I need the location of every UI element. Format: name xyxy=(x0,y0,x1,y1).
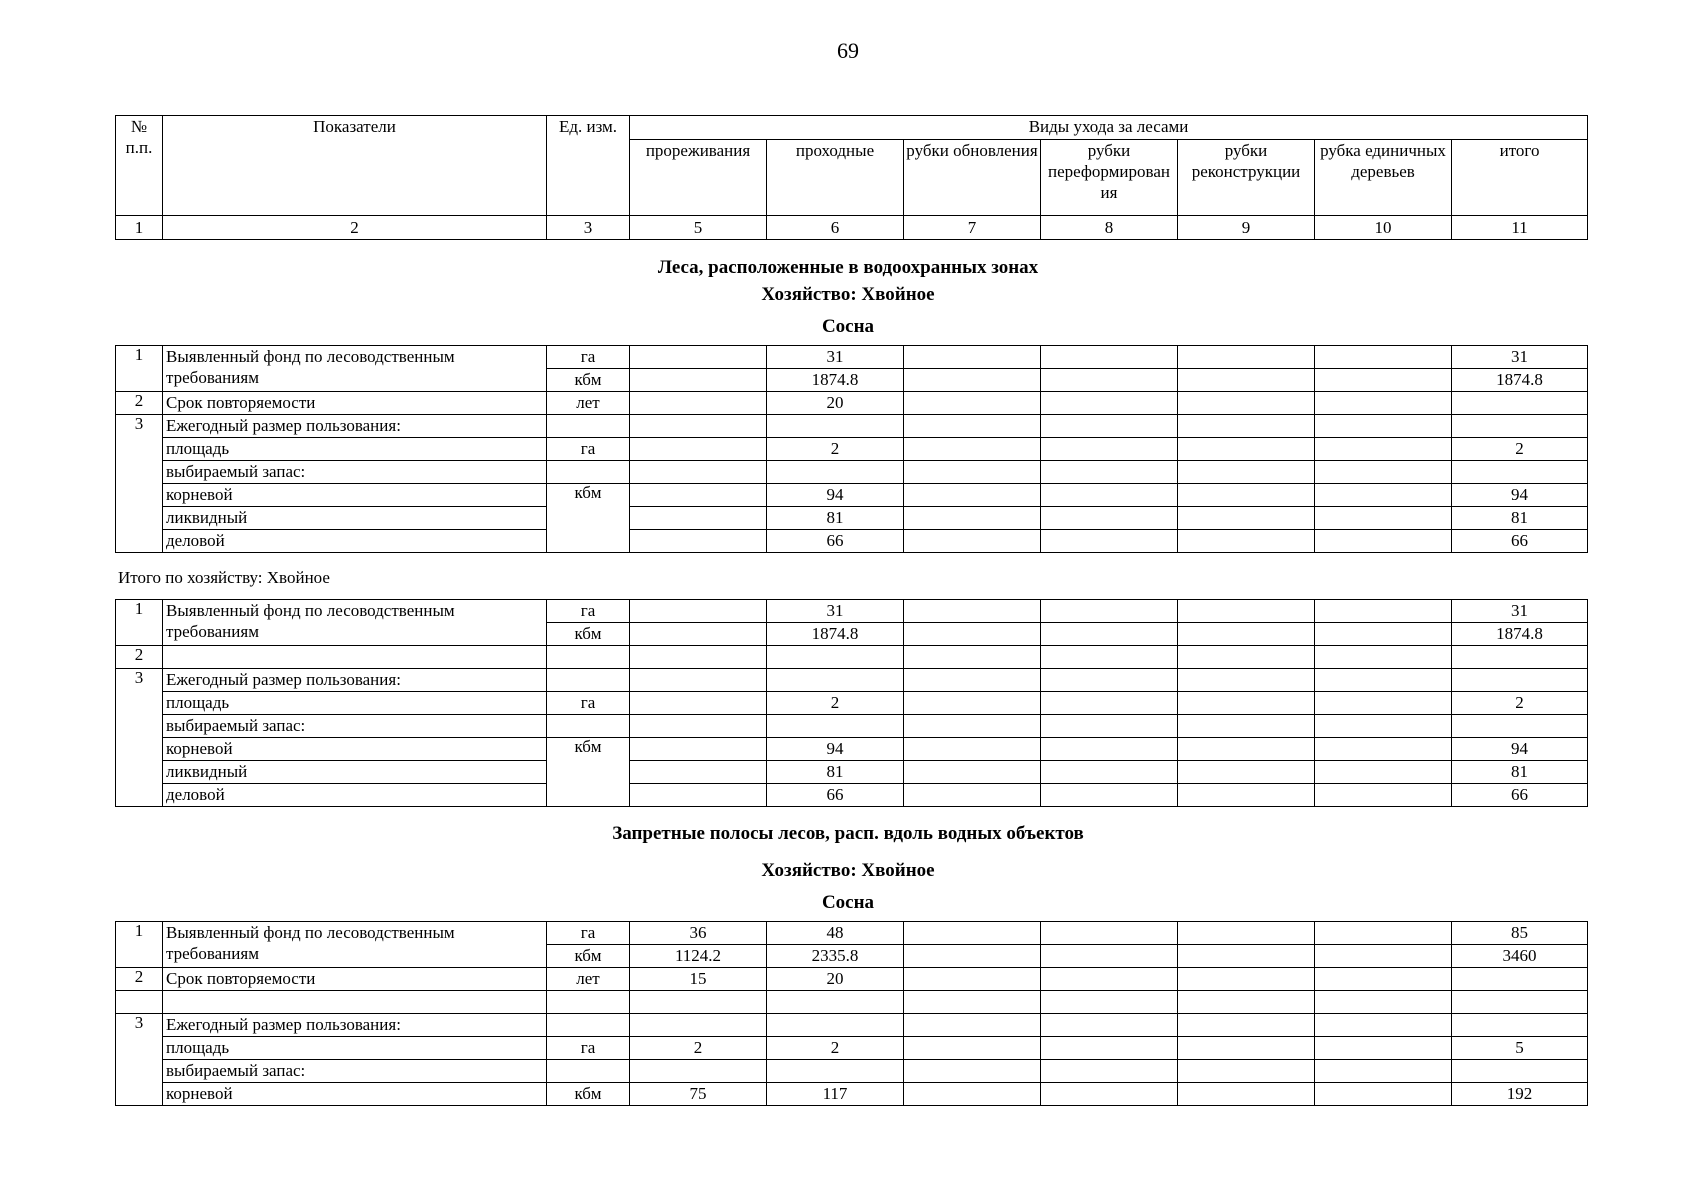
indicator-label: Выявленный фонд по лесоводственным требованиям xyxy=(163,922,547,968)
value-cell xyxy=(904,669,1041,692)
value-cell xyxy=(630,784,767,807)
value-cell: 66 xyxy=(1452,784,1588,807)
indicator-label xyxy=(163,991,547,1014)
value-cell xyxy=(1315,669,1452,692)
unit-cell: га xyxy=(547,692,630,715)
value-cell xyxy=(630,507,767,530)
value-cell xyxy=(1178,369,1315,392)
table-row xyxy=(116,669,1588,692)
data-table xyxy=(115,599,1588,807)
value-cell: 2 xyxy=(1452,438,1588,461)
unit-cell: га xyxy=(547,600,630,623)
col-number: 2 xyxy=(163,216,547,240)
value-cell xyxy=(904,392,1041,415)
value-cell: 2335.8 xyxy=(767,945,904,968)
unit-cell: га xyxy=(547,1037,630,1060)
value-cell xyxy=(1041,715,1178,738)
value-cell xyxy=(630,392,767,415)
value-cell xyxy=(767,1060,904,1083)
value-cell: 31 xyxy=(767,600,904,623)
value-cell xyxy=(1041,369,1178,392)
value-cell xyxy=(630,369,767,392)
value-cell xyxy=(1452,392,1588,415)
value-cell xyxy=(1315,761,1452,784)
value-cell xyxy=(1315,392,1452,415)
unit-cell: кбм xyxy=(547,484,630,553)
value-cell xyxy=(904,1014,1041,1037)
value-cell xyxy=(1178,1014,1315,1037)
value-cell xyxy=(1315,1037,1452,1060)
species-heading: Сосна xyxy=(821,316,875,337)
value-cell xyxy=(1315,461,1452,484)
indicator-label: корневой xyxy=(163,1083,547,1106)
table-body xyxy=(116,922,1588,1106)
header-indicators: Показатели xyxy=(163,116,547,216)
value-cell xyxy=(1315,438,1452,461)
value-cell xyxy=(1178,415,1315,438)
indicator-label: выбираемый запас: xyxy=(163,1060,547,1083)
value-cell xyxy=(904,600,1041,623)
value-cell xyxy=(1041,968,1178,991)
value-cell: 2 xyxy=(767,1037,904,1060)
value-cell xyxy=(1041,669,1178,692)
value-cell xyxy=(1041,623,1178,646)
value-cell xyxy=(1041,646,1178,669)
table-row xyxy=(116,530,1588,553)
value-cell xyxy=(1178,991,1315,1014)
value-cell xyxy=(1452,646,1588,669)
value-cell xyxy=(904,1083,1041,1106)
value-cell: 1874.8 xyxy=(1452,369,1588,392)
unit-cell: кбм xyxy=(547,369,630,392)
value-cell xyxy=(904,438,1041,461)
value-cell xyxy=(767,646,904,669)
value-cell: 81 xyxy=(1452,507,1588,530)
unit-cell: га xyxy=(547,922,630,945)
value-cell xyxy=(1178,646,1315,669)
value-cell: 66 xyxy=(767,530,904,553)
value-cell xyxy=(630,438,767,461)
value-cell xyxy=(1315,968,1452,991)
value-cell xyxy=(630,646,767,669)
value-cell xyxy=(1178,945,1315,968)
value-cell xyxy=(630,669,767,692)
indicator-label: корневой xyxy=(163,738,547,761)
value-cell xyxy=(1178,738,1315,761)
unit-cell xyxy=(547,991,630,1014)
value-cell xyxy=(1178,761,1315,784)
col-number: 11 xyxy=(1452,216,1588,240)
value-cell: 81 xyxy=(1452,761,1588,784)
value-cell xyxy=(1452,461,1588,484)
value-cell xyxy=(1178,346,1315,369)
value-cell xyxy=(1178,1037,1315,1060)
col-number: 7 xyxy=(904,216,1041,240)
col-number: 3 xyxy=(547,216,630,240)
table-row xyxy=(116,484,1588,507)
value-cell: 20 xyxy=(767,392,904,415)
value-cell xyxy=(1041,600,1178,623)
value-cell xyxy=(904,968,1041,991)
table-row xyxy=(116,646,1588,669)
value-cell xyxy=(1315,945,1452,968)
indicator-label: деловой xyxy=(163,530,547,553)
data-table xyxy=(115,921,1588,1106)
header-num: № п.п. xyxy=(116,116,163,216)
row-number: 2 xyxy=(116,968,163,991)
header-unit: Ед. изм. xyxy=(547,116,630,216)
value-cell xyxy=(630,415,767,438)
indicator-label: площадь xyxy=(163,1037,547,1060)
species-heading: Сосна xyxy=(821,892,875,913)
table-body xyxy=(116,600,1588,807)
value-cell: 1874.8 xyxy=(767,369,904,392)
value-cell: 75 xyxy=(630,1083,767,1106)
value-cell xyxy=(1041,784,1178,807)
value-cell xyxy=(767,669,904,692)
value-cell xyxy=(1452,415,1588,438)
value-cell xyxy=(904,415,1041,438)
value-cell: 1874.8 xyxy=(1452,623,1588,646)
col-number: 1 xyxy=(116,216,163,240)
unit-cell: кбм xyxy=(547,945,630,968)
value-cell xyxy=(767,1014,904,1037)
section-title: Запретные полосы лесов, расп. вдоль водных объектов xyxy=(612,823,1084,844)
value-cell xyxy=(630,600,767,623)
table-row xyxy=(116,1014,1588,1037)
indicator-label: выбираемый запас: xyxy=(163,715,547,738)
unit-cell: лет xyxy=(547,392,630,415)
value-cell xyxy=(904,346,1041,369)
value-cell xyxy=(1452,1014,1588,1037)
value-cell xyxy=(767,415,904,438)
unit-cell xyxy=(547,646,630,669)
value-cell xyxy=(1178,438,1315,461)
value-cell xyxy=(767,461,904,484)
value-cell xyxy=(904,369,1041,392)
table-row xyxy=(116,1037,1588,1060)
value-cell xyxy=(904,761,1041,784)
value-cell: 2 xyxy=(767,692,904,715)
value-cell xyxy=(1041,692,1178,715)
value-cell xyxy=(1041,738,1178,761)
indicator-label: Выявленный фонд по лесоводственным требованиям xyxy=(163,600,547,646)
unit-cell: кбм xyxy=(547,623,630,646)
unit-cell xyxy=(547,669,630,692)
value-cell: 15 xyxy=(630,968,767,991)
value-cell xyxy=(1178,715,1315,738)
table-row xyxy=(116,991,1588,1014)
value-cell xyxy=(1041,1083,1178,1106)
value-cell: 85 xyxy=(1452,922,1588,945)
value-cell xyxy=(1315,1014,1452,1037)
farm-heading: Хозяйство: Хвойное xyxy=(761,284,935,305)
unit-cell xyxy=(547,715,630,738)
col-number: 6 xyxy=(767,216,904,240)
table-row xyxy=(116,415,1588,438)
value-cell: 1874.8 xyxy=(767,623,904,646)
value-cell xyxy=(1178,530,1315,553)
value-cell xyxy=(1041,438,1178,461)
col-number: 10 xyxy=(1315,216,1452,240)
value-cell xyxy=(1315,646,1452,669)
value-cell xyxy=(1315,715,1452,738)
value-cell xyxy=(630,715,767,738)
value-cell xyxy=(1452,968,1588,991)
value-cell xyxy=(904,715,1041,738)
value-cell: 66 xyxy=(1452,530,1588,553)
header-col-total: итого xyxy=(1452,140,1588,216)
value-cell xyxy=(1452,1060,1588,1083)
unit-cell: га xyxy=(547,346,630,369)
value-cell xyxy=(1178,600,1315,623)
indicator-label: Срок повторяемости xyxy=(163,392,547,415)
value-cell xyxy=(904,1060,1041,1083)
value-cell xyxy=(1315,1060,1452,1083)
header-col-thinning: прореживания xyxy=(630,140,767,216)
value-cell xyxy=(904,991,1041,1014)
value-cell xyxy=(630,623,767,646)
indicator-label: Ежегодный размер пользования: xyxy=(163,669,547,692)
value-cell xyxy=(1178,1060,1315,1083)
unit-cell xyxy=(547,461,630,484)
value-cell xyxy=(904,784,1041,807)
value-cell xyxy=(1315,623,1452,646)
value-cell xyxy=(1041,1014,1178,1037)
table-row xyxy=(116,1060,1588,1083)
table-row xyxy=(116,438,1588,461)
value-cell xyxy=(904,646,1041,669)
value-cell xyxy=(904,507,1041,530)
value-cell: 117 xyxy=(767,1083,904,1106)
indicator-label: Ежегодный размер пользования: xyxy=(163,415,547,438)
table-row xyxy=(116,392,1588,415)
value-cell xyxy=(1041,461,1178,484)
value-cell xyxy=(630,1060,767,1083)
row-number: 2 xyxy=(116,646,163,669)
value-cell xyxy=(1041,991,1178,1014)
value-cell xyxy=(1041,484,1178,507)
value-cell xyxy=(1315,369,1452,392)
table-row xyxy=(116,784,1588,807)
indicator-label: деловой xyxy=(163,784,547,807)
value-cell xyxy=(1041,507,1178,530)
value-cell: 81 xyxy=(767,761,904,784)
row-number: 1 xyxy=(116,922,163,968)
value-cell: 94 xyxy=(1452,484,1588,507)
value-cell xyxy=(1315,784,1452,807)
value-cell xyxy=(904,484,1041,507)
value-cell: 2 xyxy=(630,1037,767,1060)
value-cell xyxy=(1315,1083,1452,1106)
value-cell xyxy=(1178,968,1315,991)
value-cell xyxy=(630,461,767,484)
value-cell xyxy=(1315,415,1452,438)
value-cell xyxy=(1178,461,1315,484)
value-cell xyxy=(1041,761,1178,784)
value-cell xyxy=(1315,738,1452,761)
value-cell xyxy=(904,738,1041,761)
row-number: 3 xyxy=(116,415,163,553)
col-number: 5 xyxy=(630,216,767,240)
value-cell xyxy=(1178,1083,1315,1106)
value-cell xyxy=(1315,507,1452,530)
value-cell xyxy=(904,922,1041,945)
value-cell xyxy=(1041,530,1178,553)
value-cell xyxy=(1178,669,1315,692)
value-cell xyxy=(1041,1060,1178,1083)
value-cell xyxy=(1041,1037,1178,1060)
value-cell xyxy=(1452,715,1588,738)
value-cell xyxy=(1178,484,1315,507)
row-number: 3 xyxy=(116,1014,163,1106)
unit-cell: лет xyxy=(547,968,630,991)
value-cell xyxy=(1178,507,1315,530)
indicator-label: площадь xyxy=(163,438,547,461)
value-cell xyxy=(1178,784,1315,807)
header-col-renewal: рубки обновления xyxy=(904,140,1041,216)
value-cell xyxy=(904,461,1041,484)
value-cell xyxy=(630,346,767,369)
value-cell: 5 xyxy=(1452,1037,1588,1060)
data-table xyxy=(115,345,1588,553)
value-cell xyxy=(630,991,767,1014)
value-cell: 1124.2 xyxy=(630,945,767,968)
header-care-types: Виды ухода за лесами xyxy=(630,116,1588,140)
table-row xyxy=(116,968,1588,991)
value-cell xyxy=(1041,346,1178,369)
table-row xyxy=(116,692,1588,715)
value-cell: 31 xyxy=(1452,600,1588,623)
table-row xyxy=(116,600,1588,623)
indicator-label: ликвидный xyxy=(163,507,547,530)
header-col-reconstruction: рубки реконструкции xyxy=(1178,140,1315,216)
value-cell: 2 xyxy=(1452,692,1588,715)
header-col-single-trees: рубка единичных деревьев xyxy=(1315,140,1452,216)
table-row xyxy=(116,738,1588,761)
value-cell xyxy=(1452,991,1588,1014)
value-cell: 192 xyxy=(1452,1083,1588,1106)
value-cell xyxy=(1178,623,1315,646)
value-cell xyxy=(630,484,767,507)
value-cell: 31 xyxy=(1452,346,1588,369)
unit-cell: кбм xyxy=(547,738,630,807)
unit-cell xyxy=(547,1014,630,1037)
value-cell xyxy=(1178,392,1315,415)
value-cell xyxy=(904,692,1041,715)
value-cell xyxy=(1315,922,1452,945)
indicator-label: Выявленный фонд по лесоводственным требованиям xyxy=(163,346,547,392)
row-number xyxy=(116,991,163,1014)
indicator-label: Ежегодный размер пользования: xyxy=(163,1014,547,1037)
value-cell xyxy=(904,1037,1041,1060)
value-cell: 31 xyxy=(767,346,904,369)
indicator-label: корневой xyxy=(163,484,547,507)
table-row xyxy=(116,1083,1588,1106)
row-number: 3 xyxy=(116,669,163,807)
subtotal-label: Итого по хозяйству: Хвойное xyxy=(118,568,330,587)
value-cell: 94 xyxy=(767,738,904,761)
value-cell: 36 xyxy=(630,922,767,945)
section-title: Леса, расположенные в водоохранных зонах xyxy=(657,257,1039,278)
farm-heading: Хозяйство: Хвойное xyxy=(761,860,935,881)
value-cell xyxy=(904,623,1041,646)
value-cell: 66 xyxy=(767,784,904,807)
indicator-label: Срок повторяемости xyxy=(163,968,547,991)
value-cell xyxy=(1315,484,1452,507)
row-number: 1 xyxy=(116,600,163,646)
value-cell xyxy=(1315,530,1452,553)
value-cell xyxy=(1315,692,1452,715)
row-number: 2 xyxy=(116,392,163,415)
value-cell: 3460 xyxy=(1452,945,1588,968)
table-row xyxy=(116,922,1588,945)
value-cell xyxy=(630,761,767,784)
col-number: 9 xyxy=(1178,216,1315,240)
table-body xyxy=(116,346,1588,553)
table-row xyxy=(116,461,1588,484)
unit-cell: кбм xyxy=(547,1083,630,1106)
value-cell: 20 xyxy=(767,968,904,991)
value-cell xyxy=(767,715,904,738)
value-cell xyxy=(904,945,1041,968)
col-number: 8 xyxy=(1041,216,1178,240)
value-cell xyxy=(1041,945,1178,968)
unit-cell xyxy=(547,415,630,438)
value-cell xyxy=(904,530,1041,553)
value-cell xyxy=(1452,669,1588,692)
indicator-label xyxy=(163,646,547,669)
indicator-label: выбираемый запас: xyxy=(163,461,547,484)
column-header-table xyxy=(115,115,1588,240)
unit-cell xyxy=(547,1060,630,1083)
value-cell xyxy=(1315,600,1452,623)
value-cell xyxy=(1041,415,1178,438)
value-cell xyxy=(1315,991,1452,1014)
table-row xyxy=(116,346,1588,369)
value-cell xyxy=(630,692,767,715)
value-cell xyxy=(1178,692,1315,715)
value-cell xyxy=(1315,346,1452,369)
value-cell xyxy=(1041,922,1178,945)
header-col-passage: проходные xyxy=(767,140,904,216)
value-cell xyxy=(767,991,904,1014)
value-cell xyxy=(630,530,767,553)
value-cell: 94 xyxy=(1452,738,1588,761)
table-row xyxy=(116,761,1588,784)
row-number: 1 xyxy=(116,346,163,392)
table-row xyxy=(116,715,1588,738)
value-cell xyxy=(1178,922,1315,945)
value-cell: 81 xyxy=(767,507,904,530)
indicator-label: площадь xyxy=(163,692,547,715)
value-cell xyxy=(630,1014,767,1037)
value-cell: 48 xyxy=(767,922,904,945)
indicator-label: ликвидный xyxy=(163,761,547,784)
header-col-reformation: рубки переформирован ия xyxy=(1041,140,1178,216)
value-cell xyxy=(630,738,767,761)
value-cell: 2 xyxy=(767,438,904,461)
value-cell: 94 xyxy=(767,484,904,507)
table-row xyxy=(116,507,1588,530)
page-number: 69 xyxy=(837,38,859,63)
unit-cell: га xyxy=(547,438,630,461)
value-cell xyxy=(1041,392,1178,415)
